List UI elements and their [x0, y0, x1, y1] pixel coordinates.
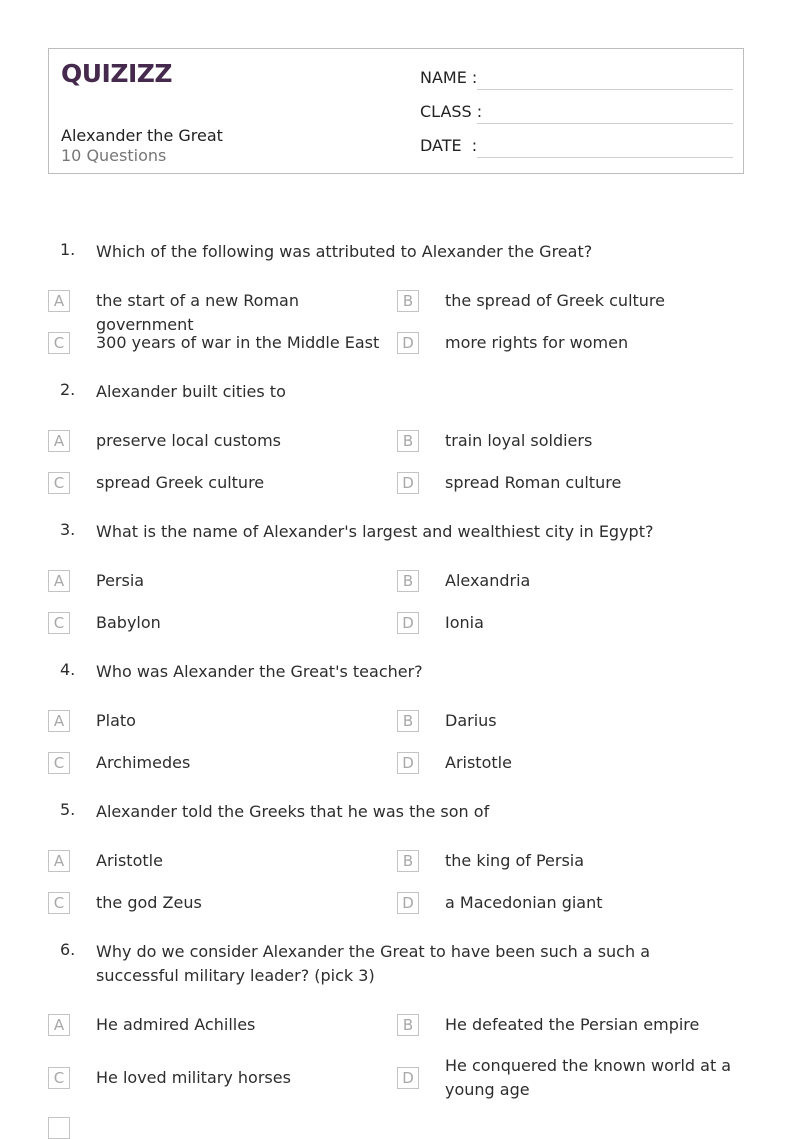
question-text: Alexander told the Greeks that he was the son of	[96, 802, 490, 821]
option-box-a[interactable]: A	[48, 1014, 70, 1036]
option-box-c[interactable]: C	[48, 612, 70, 634]
option-box-b[interactable]: B	[397, 850, 419, 872]
worksheet-title: Alexander the Great	[61, 126, 223, 145]
option-text: He conquered the known world at a young age	[445, 1056, 732, 1099]
question-text: What is the name of Alexander's largest and wealthiest city in Egypt?	[96, 522, 654, 541]
option-box-a[interactable]: A	[48, 710, 70, 732]
option-text: He defeated the Persian empire	[445, 1015, 700, 1034]
option-text: Darius	[445, 711, 497, 730]
option-box-b[interactable]: B	[397, 430, 419, 452]
option-text: Aristotle	[445, 753, 512, 772]
option-text: spread Roman culture	[445, 473, 622, 492]
question-text: Why do we consider Alexander the Great to have been such a such a successful military leader? (pick 3)	[96, 942, 650, 985]
option-box-a[interactable]: A	[48, 290, 70, 312]
question-count: 10 Questions	[61, 146, 167, 165]
option-box-c[interactable]: C	[48, 332, 70, 354]
option-text: Plato	[96, 711, 136, 730]
quizizz-logo: QUIZIZZ	[61, 59, 173, 88]
date-line	[477, 157, 733, 158]
option-box-d[interactable]: D	[397, 752, 419, 774]
question-text: Which of the following was attributed to Alexander the Great?	[96, 242, 593, 261]
option-box-a[interactable]: A	[48, 850, 70, 872]
option-text: spread Greek culture	[96, 473, 265, 492]
option-text: the king of Persia	[445, 851, 585, 870]
option-box-partial[interactable]	[48, 1117, 70, 1139]
question-number: 3.	[60, 520, 76, 539]
option-text: He loved military horses	[96, 1068, 291, 1087]
option-box-b[interactable]: B	[397, 290, 419, 312]
option-text: Alexandria	[445, 571, 531, 590]
option-text: Aristotle	[96, 851, 163, 870]
option-box-d[interactable]: D	[397, 1067, 419, 1089]
option-text: Persia	[96, 571, 145, 590]
question-number: 1.	[60, 240, 76, 259]
question-text: Who was Alexander the Great's teacher?	[96, 662, 423, 681]
class-line	[477, 123, 733, 124]
option-text: 300 years of war in the Middle East	[96, 333, 380, 352]
option-box-b[interactable]: B	[397, 1014, 419, 1036]
option-box-b[interactable]: B	[397, 570, 419, 592]
option-box-c[interactable]: C	[48, 1067, 70, 1089]
option-box-d[interactable]: D	[397, 892, 419, 914]
question-number: 5.	[60, 800, 76, 819]
option-box-a[interactable]: A	[48, 430, 70, 452]
option-text: Babylon	[96, 613, 161, 632]
option-text: Ionia	[445, 613, 484, 632]
option-text: the spread of Greek culture	[445, 291, 665, 310]
option-box-c[interactable]: C	[48, 752, 70, 774]
date-label: DATE :	[420, 136, 478, 155]
question-number: 2.	[60, 380, 76, 399]
option-text: the god Zeus	[96, 893, 202, 912]
option-box-d[interactable]: D	[397, 612, 419, 634]
option-text: a Macedonian giant	[445, 893, 603, 912]
option-box-c[interactable]: C	[48, 892, 70, 914]
option-box-b[interactable]: B	[397, 710, 419, 732]
question-number: 4.	[60, 660, 76, 679]
worksheet-header	[48, 48, 744, 174]
option-text: He admired Achilles	[96, 1015, 256, 1034]
question-text: Alexander built cities to	[96, 382, 286, 401]
class-label: CLASS :	[420, 102, 483, 121]
option-text: the start of a new Roman government	[96, 291, 299, 334]
option-text: Archimedes	[96, 753, 191, 772]
option-text: train loyal soldiers	[445, 431, 593, 450]
option-box-d[interactable]: D	[397, 332, 419, 354]
question-number: 6.	[60, 940, 76, 959]
option-box-c[interactable]: C	[48, 472, 70, 494]
name-label: NAME :	[420, 68, 478, 87]
option-text: more rights for women	[445, 333, 629, 352]
option-text: preserve local customs	[96, 431, 282, 450]
option-box-a[interactable]: A	[48, 570, 70, 592]
option-box-d[interactable]: D	[397, 472, 419, 494]
name-line	[477, 89, 733, 90]
